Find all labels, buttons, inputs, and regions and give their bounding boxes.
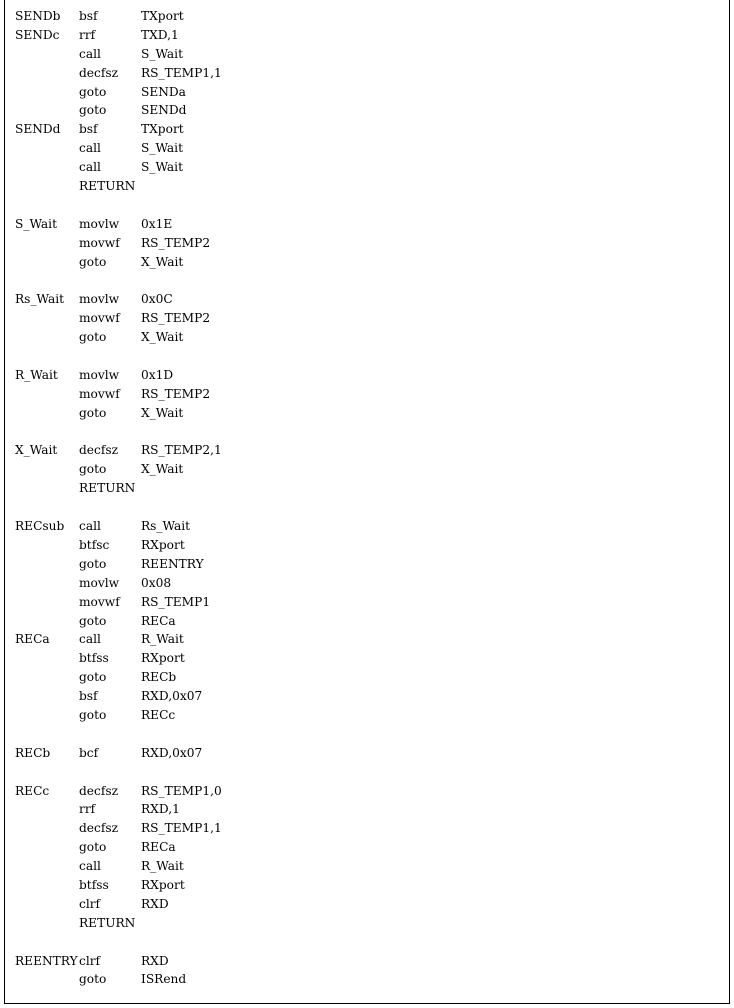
code-operand: RECa <box>141 613 176 628</box>
code-operand: R_Wait <box>141 632 184 647</box>
code-operand: TXport <box>141 9 184 23</box>
code-operand: RXport <box>141 537 185 552</box>
code-operand: RS_TEMP1,1 <box>141 65 222 80</box>
code-mnemonic: movlw <box>79 292 120 307</box>
code-operand: RS_TEMP1,0 <box>141 783 222 798</box>
code-label: RECsub <box>15 519 65 534</box>
code-operand: RECb <box>141 670 177 685</box>
code-operand: 0x1D <box>141 367 174 382</box>
code-operand: 0x0C <box>141 292 173 307</box>
code-operand: S_Wait <box>141 160 183 175</box>
code-operand: RECa <box>141 840 176 855</box>
code-mnemonic: decfsz <box>79 783 119 798</box>
code-mnemonic: btfsc <box>79 537 110 552</box>
code-label: RECc <box>15 783 50 798</box>
code-mnemonic: RETURN <box>79 915 136 930</box>
code-mnemonic: goto <box>79 330 107 345</box>
code-operand: RXD <box>141 896 169 911</box>
code-operand: SENDd <box>141 103 187 118</box>
code-mnemonic: call <box>79 632 101 647</box>
code-label: SENDd <box>15 122 61 137</box>
code-operand: RECc <box>141 707 176 722</box>
code-label: R_Wait <box>15 367 58 382</box>
code-mnemonic: bcf <box>79 745 99 760</box>
code-mnemonic: call <box>79 859 101 874</box>
code-operand: ISRend <box>141 972 187 987</box>
code-mnemonic: clrf <box>79 953 101 968</box>
code-mnemonic: rrf <box>79 802 96 817</box>
code-mnemonic: decfsz <box>79 821 119 836</box>
code-label: Rs_Wait <box>15 292 65 307</box>
code-mnemonic: btfss <box>79 651 109 666</box>
code-operand: TXport <box>141 122 184 137</box>
code-mnemonic: RETURN <box>79 481 136 496</box>
code-operand: RXport <box>141 877 185 892</box>
code-operand: RS_TEMP1 <box>141 594 211 609</box>
code-operand: Rs_Wait <box>141 519 191 534</box>
code-mnemonic: decfsz <box>79 65 119 80</box>
code-mnemonic: goto <box>79 84 107 99</box>
code-operand: RXD,0x07 <box>141 745 203 760</box>
code-mnemonic: goto <box>79 707 107 722</box>
code-operand: RS_TEMP2 <box>141 386 211 401</box>
code-operand: RXD,0x07 <box>141 689 203 704</box>
code-operand: X_Wait <box>141 462 184 477</box>
code-mnemonic: goto <box>79 462 107 477</box>
code-mnemonic: RETURN <box>79 179 136 194</box>
code-operand: RXD,1 <box>141 802 180 817</box>
code-operand: RS_TEMP2 <box>141 311 211 326</box>
code-operand: RS_TEMP2,1 <box>141 443 222 458</box>
code-operand: S_Wait <box>141 46 183 61</box>
code-mnemonic: bsf <box>79 122 98 137</box>
code-operand: RS_TEMP1,1 <box>141 821 222 836</box>
code-mnemonic: call <box>79 519 101 534</box>
code-mnemonic: btfss <box>79 877 109 892</box>
code-mnemonic: bsf <box>79 689 98 704</box>
code-operand: RS_TEMP2 <box>141 235 211 250</box>
code-label: REENTRY <box>15 953 78 968</box>
code-operand: X_Wait <box>141 254 184 269</box>
code-mnemonic: goto <box>79 972 107 987</box>
code-operand: X_Wait <box>141 405 184 420</box>
code-mnemonic: goto <box>79 103 107 118</box>
code-operand: RXport <box>141 651 185 666</box>
code-mnemonic: clrf <box>79 896 101 911</box>
code-mnemonic: call <box>79 46 101 61</box>
code-mnemonic: goto <box>79 556 107 571</box>
code-mnemonic: movwf <box>79 594 120 609</box>
code-mnemonic: goto <box>79 254 107 269</box>
code-label: X_Wait <box>15 443 58 458</box>
code-operand: X_Wait <box>141 330 184 345</box>
code-mnemonic: decfsz <box>79 443 119 458</box>
document-page <box>4 0 730 1004</box>
code-operand: REENTRY <box>141 556 204 571</box>
code-mnemonic: goto <box>79 840 107 855</box>
code-operand: 0x08 <box>141 575 172 590</box>
code-mnemonic: goto <box>79 670 107 685</box>
code-mnemonic: bsf <box>79 9 98 23</box>
code-mnemonic: movwf <box>79 311 120 326</box>
code-mnemonic: goto <box>79 405 107 420</box>
code-mnemonic: movlw <box>79 367 120 382</box>
code-label: S_Wait <box>15 216 57 231</box>
code-operand: SENDa <box>141 84 186 99</box>
code-mnemonic: goto <box>79 613 107 628</box>
code-mnemonic: movlw <box>79 575 120 590</box>
code-mnemonic: call <box>79 141 101 156</box>
code-operand: 0x1E <box>141 216 173 231</box>
code-operand: S_Wait <box>141 141 183 156</box>
code-mnemonic: movlw <box>79 216 120 231</box>
code-label: RECb <box>15 745 51 760</box>
code-mnemonic: call <box>79 160 101 175</box>
code-mnemonic: rrf <box>79 27 96 42</box>
code-operand: R_Wait <box>141 859 184 874</box>
code-label: SENDb <box>15 9 61 23</box>
code-label: RECa <box>15 632 50 647</box>
code-mnemonic: movwf <box>79 386 120 401</box>
code-operand: TXD,1 <box>141 27 179 42</box>
code-mnemonic: movwf <box>79 235 120 250</box>
code-label: SENDc <box>15 27 60 42</box>
code-operand: RXD <box>141 953 169 968</box>
